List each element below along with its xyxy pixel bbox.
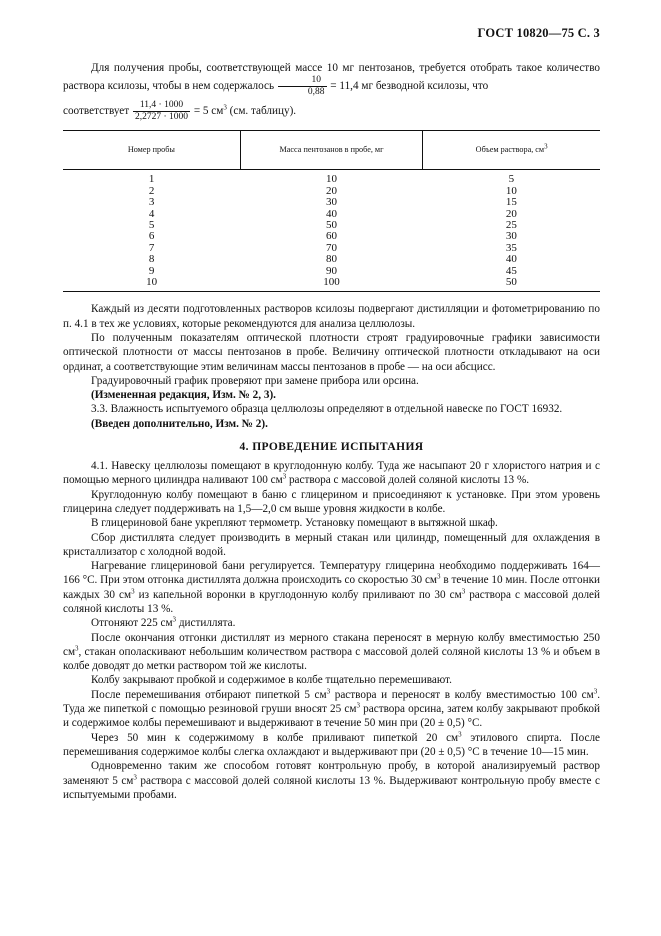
- cell-solution-volume: 50: [423, 277, 600, 292]
- cell-pentosan-mass: 10: [325, 173, 337, 186]
- text: Через 50 мин к содержимому в колбе приливают пипеткой 20 см: [91, 731, 459, 744]
- text: 4.1. Навеску целлюлозы помещают в круглодонную колбу. Туда же насыпают 20 г хлористого натрия и с помощью мерного цилиндра наливают 100 см: [63, 460, 600, 487]
- paragraph-orcinol: [63, 688, 600, 731]
- cell-solution-volume: 30: [505, 230, 517, 243]
- cell-solution-volume: 35: [505, 241, 517, 254]
- amendment-note-2: (Введен дополнительно, Изм. № 2).: [91, 417, 268, 430]
- fraction-2: [133, 100, 190, 123]
- superscript: 3: [223, 103, 227, 112]
- cell-solution-volume: 20: [505, 207, 517, 220]
- fraction-2-numerator: 11,4 · 1000: [133, 100, 190, 112]
- paragraph-calibration: По полученным показателям оптической плотности строят градуировочные графики зависимости оптической плотности от массы пентозанов в пробе. Величину оптической плотности откладывают на оси ординат, а соответствующие этим величинам массы пентозанов в пробе — на оси абсцисс.: [63, 331, 600, 373]
- paragraph-control-sample: [63, 759, 600, 802]
- paragraph-ethanol: [63, 731, 600, 760]
- cell-sample-number: 1: [148, 173, 155, 186]
- cell-solution-volume: 25: [505, 218, 517, 231]
- paragraph-mixing: Колбу закрывают пробкой и содержимое в колбе тщательно перемешивают.: [91, 674, 452, 687]
- superscript: 3: [356, 701, 360, 710]
- fraction-1-denominator: 0,88: [307, 87, 325, 98]
- superscript: 3: [131, 586, 135, 595]
- table-header-row: [63, 131, 600, 170]
- paragraph-collection: Сбор дистиллята следует производить в мерный стакан или цилиндр, помещенный для охлаждения в кристаллизатор с холодной водой.: [63, 531, 600, 558]
- cell-sample-number: 7: [148, 241, 155, 254]
- superscript: 3: [461, 586, 466, 595]
- cell-pentosan-mass: 80: [325, 253, 337, 266]
- paragraph-heating: [63, 559, 600, 616]
- text: раствора с массовой долей соляной кислоты 13 %.: [286, 474, 530, 487]
- formula-text-1: соответствует: [63, 105, 130, 118]
- intro-paragraph: [63, 61, 600, 98]
- paragraph-distillation: Каждый из десяти подготовленных растворов ксилозы подвергают дистилляции и фотометрированию по п. 4.1 в тех же условиях, которые рекомендуются для анализа целлюлозы.: [63, 303, 600, 330]
- cell-sample-number: 3: [148, 196, 155, 209]
- superscript: 3: [282, 472, 287, 481]
- table-row: [63, 254, 600, 265]
- text: этилового спирта. После перемешивания содержимое колбы слегка охлаждают и выдерживают при (20 ± 0,5) °С в течение 10—15 мин.: [63, 731, 600, 758]
- cell-pentosan-mass: 100: [240, 277, 423, 292]
- cell-pentosan-mass: 40: [325, 207, 337, 220]
- superscript: 3: [75, 644, 79, 653]
- text: раствора орсина, затем колбу закрывают пробкой и содержимое колбы перемешивают и выдерживают в течение 50 мин при (20 ± 0,5) °С.: [63, 703, 600, 730]
- text: раствора с массовой долей соляной кислоты 13 %. Выдерживают контрольную пробу вместе с испытуемыми пробами.: [63, 774, 600, 801]
- superscript: 3: [593, 687, 598, 696]
- cell-sample-number: 10: [63, 277, 240, 292]
- cell-pentosan-mass: 60: [325, 230, 337, 243]
- cell-pentosan-mass: 70: [325, 241, 337, 254]
- cell-sample-number: 8: [148, 253, 155, 266]
- paragraph-thermometer: В глицериновой бане укрепляют термометр. Установку помещают в вытяжной шкаф.: [91, 517, 498, 530]
- text: дистиллята.: [176, 617, 236, 630]
- text: Одновременно таким же способом готовят контрольную пробу, в которой анализируемый раствор заменяют 5 см: [63, 760, 600, 787]
- paragraph-calibration-check: Градуировочный график проверяют при замене прибора или орсина.: [91, 374, 419, 387]
- table-row: [63, 170, 600, 186]
- header-sample-number: Номер пробы: [63, 131, 240, 170]
- cell-solution-volume: 15: [505, 196, 517, 209]
- cell-sample-number: 6: [148, 230, 155, 243]
- cell-pentosan-mass: 20: [325, 184, 337, 197]
- fraction-2-denominator: 2,2727 · 1000: [134, 112, 189, 123]
- text: раствора с массовой долей соляной кислоты 13 %.: [63, 588, 600, 615]
- cell-pentosan-mass: 90: [325, 264, 337, 277]
- text: Нагревание глицериновой бани регулируется. Температуру глицерина необходимо поддерживать 164—166 °С. При этом отгонка дистиллята должна происходить со скоростью 30 см: [63, 560, 600, 587]
- superscript: 3: [437, 572, 441, 581]
- document-page: [63, 26, 600, 802]
- paragraph-transfer: [63, 631, 600, 674]
- text: После окончания отгонки дистиллят из мерного стакана переносят в мерную колбу вместимостью 250 см: [63, 631, 600, 658]
- text: в течение 10 мин. После отгонки каждых 30 см: [63, 574, 600, 601]
- paragraph-distill-volume: [63, 616, 600, 630]
- formula-text-3: (см. таблицу).: [226, 105, 297, 118]
- text: из капельной воронки в круглодонную колбу приливают по 30 см: [134, 588, 462, 601]
- cell-sample-number: 4: [148, 207, 155, 220]
- cell-solution-volume: 5: [508, 173, 515, 186]
- paragraph-4-1: [63, 459, 600, 488]
- table-row: [63, 277, 600, 292]
- header-volume-text: Объем раствора, см: [475, 145, 545, 155]
- cell-sample-number: 9: [148, 264, 155, 277]
- cell-sample-number: 2: [148, 184, 155, 197]
- formula-text-2: = 5 см: [193, 105, 224, 118]
- paragraph-moisture: 3.3. Влажность испытуемого образца целлюлозы определяют в отдельной навеске по ГОСТ 16932.: [91, 403, 563, 416]
- text: раствора и переносят в колбу вместимостью 100 см: [330, 688, 594, 701]
- superscript: 3: [172, 615, 177, 624]
- cell-solution-volume: 10: [505, 184, 517, 197]
- cell-sample-number: 5: [148, 218, 155, 231]
- header-pentosan-mass: Масса пентозанов в пробе, мг: [240, 131, 423, 170]
- text: . Туда же пипеткой с помощью резиновой груши вносят 25 см: [63, 688, 600, 716]
- intro-text-1: Для получения пробы, соответствующей массе 10 мг пентозанов, требуется отобрать такое количество раствора ксилозы, чтобы в нем содержалось: [63, 62, 600, 93]
- amendment-note-1: (Измененная редакция, Изм. № 2, 3).: [91, 389, 276, 402]
- section-title: 4. ПРОВЕДЕНИЕ ИСПЫТАНИЯ: [239, 441, 424, 454]
- superscript: 3: [133, 772, 137, 781]
- superscript: 3: [458, 729, 462, 738]
- text: После перемешивания отбирают пипеткой 5 см: [91, 688, 327, 701]
- cell-pentosan-mass: 30: [325, 196, 337, 209]
- table-body: [63, 170, 600, 292]
- fraction-1-numerator: 10: [278, 75, 327, 87]
- samples-table: [63, 130, 600, 292]
- cell-solution-volume: 40: [505, 253, 517, 266]
- table-row: [63, 197, 600, 208]
- cell-solution-volume: 45: [505, 264, 517, 277]
- text: Отгоняют 225 см: [91, 617, 173, 630]
- header-solution-volume: [423, 131, 600, 170]
- paragraph-flask-bath: Круглодонную колбу помещают в баню с глицерином и присоединяют к установке. При этом уровень глицерина следует поддерживать на 1,5—2,0 см выше уровня жидкости в колбе.: [63, 488, 600, 515]
- text: , стакан ополаскивают небольшим количеством раствора с массовой долей соляной кислоты 13 % и объем в колбе доводят до метки раствором той же кислоты.: [63, 645, 600, 673]
- cell-pentosan-mass: 50: [325, 218, 337, 231]
- formula-paragraph: [63, 98, 600, 124]
- intro-text-2: = 11,4 мг безводной ксилозы, что: [330, 80, 489, 93]
- page-header: ГОСТ 10820—75 С. 3: [477, 26, 600, 40]
- superscript: 3: [326, 687, 331, 696]
- superscript: 3: [544, 142, 548, 151]
- fraction-1: [278, 75, 327, 98]
